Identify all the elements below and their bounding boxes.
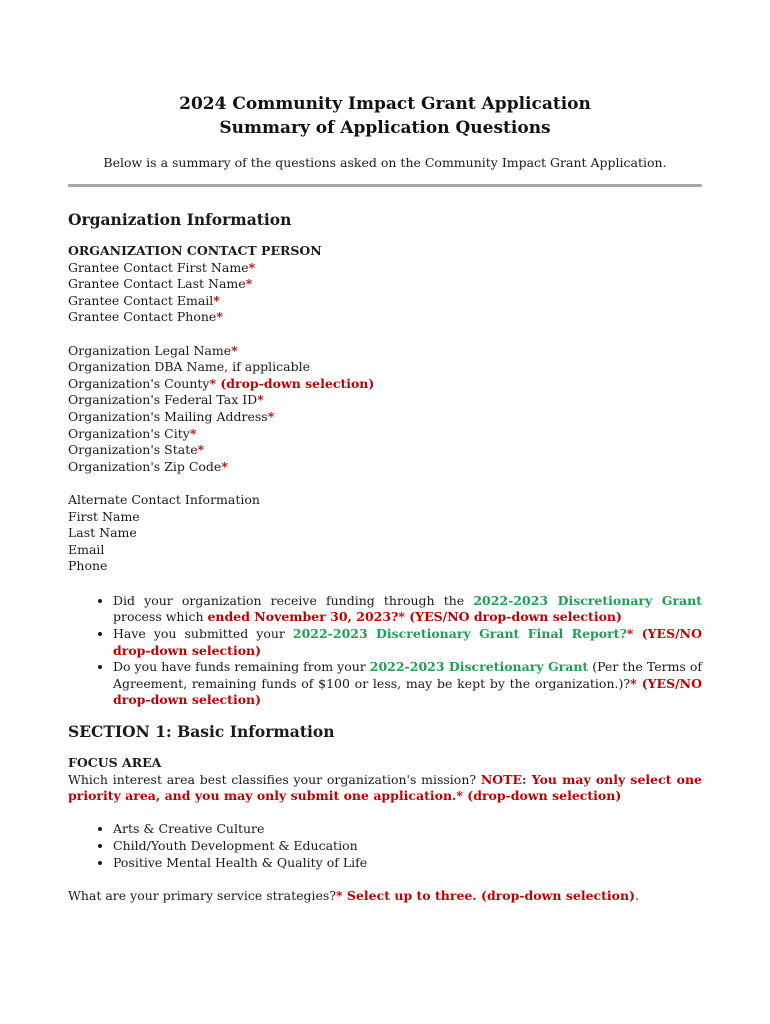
intro-text: Below is a summary of the questions asked on the Community Impact Grant Application. (103, 155, 667, 170)
list-item: • Have you submitted your 2022-2023 Discretionary Grant Final Report?* (YES/NO drop-down selection) (113, 626, 702, 659)
org-field: Organization's State* (68, 442, 205, 458)
funding-questions-list (68, 593, 702, 709)
document-title: 2024 Community Impact Grant Application (179, 94, 591, 114)
alternate-field: Phone (68, 558, 108, 574)
list-item: • Child/Youth Development & Education (113, 838, 702, 855)
org-field: Organization's Federal Tax ID* (68, 392, 264, 408)
divider (68, 184, 702, 187)
alternate-field: Last Name (68, 525, 137, 541)
content (68, 209, 702, 904)
alternate-field: First Name (68, 508, 140, 524)
org-field: Organization's City* (68, 425, 197, 441)
contact-field: Grantee Contact Email* (68, 292, 220, 308)
contact-field: Grantee Contact Phone* (68, 309, 223, 325)
org-info-heading: Organization Information (68, 210, 292, 229)
org-field: Organization's Mailing Address* (68, 408, 275, 424)
strategies-question: What are your primary service strategies?* Select up to three. (drop-down selection). (68, 887, 639, 903)
contact-person-heading: ORGANIZATION CONTACT PERSON (68, 243, 322, 258)
alternate-field: Email (68, 541, 105, 557)
org-field: Organization's County* (drop-down selection) (68, 375, 375, 391)
list-item: • Arts & Creative Culture (113, 821, 702, 838)
section1-heading: SECTION 1: Basic Information (68, 722, 335, 742)
document-subtitle: Summary of Application Questions (219, 118, 551, 138)
list-item: • Positive Mental Health & Quality of Life (113, 855, 702, 872)
contact-field: Grantee Contact First Name* (68, 259, 256, 275)
focus-question: Which interest area best classifies your organization's mission? NOTE: You may only select one priority area, and you may only submit one application.* (drop-down selection) (68, 771, 702, 804)
focus-area-heading: FOCUS AREA (68, 755, 162, 771)
alternate-contact-heading: Alternate Contact Information (68, 491, 260, 507)
org-field: Organization's Zip Code* (68, 458, 228, 474)
focus-options-list (68, 821, 702, 871)
org-field: Organization Legal Name* (68, 342, 238, 358)
contact-field: Grantee Contact Last Name* (68, 276, 253, 292)
list-item: • Did your organization receive funding through the 2022-2023 Discretionary Grant process which ended November 30, 2023?* (YES/NO drop-down selection) (113, 593, 702, 626)
list-item: • Do you have funds remaining from your 2022-2023 Discretionary Grant (Per the Terms of Agreement, remaining funds of $100 or less, may be kept by the organization.)?* (YES/NO drop-down selection) (113, 659, 702, 709)
org-field: Organization DBA Name, if applicable (68, 359, 311, 375)
